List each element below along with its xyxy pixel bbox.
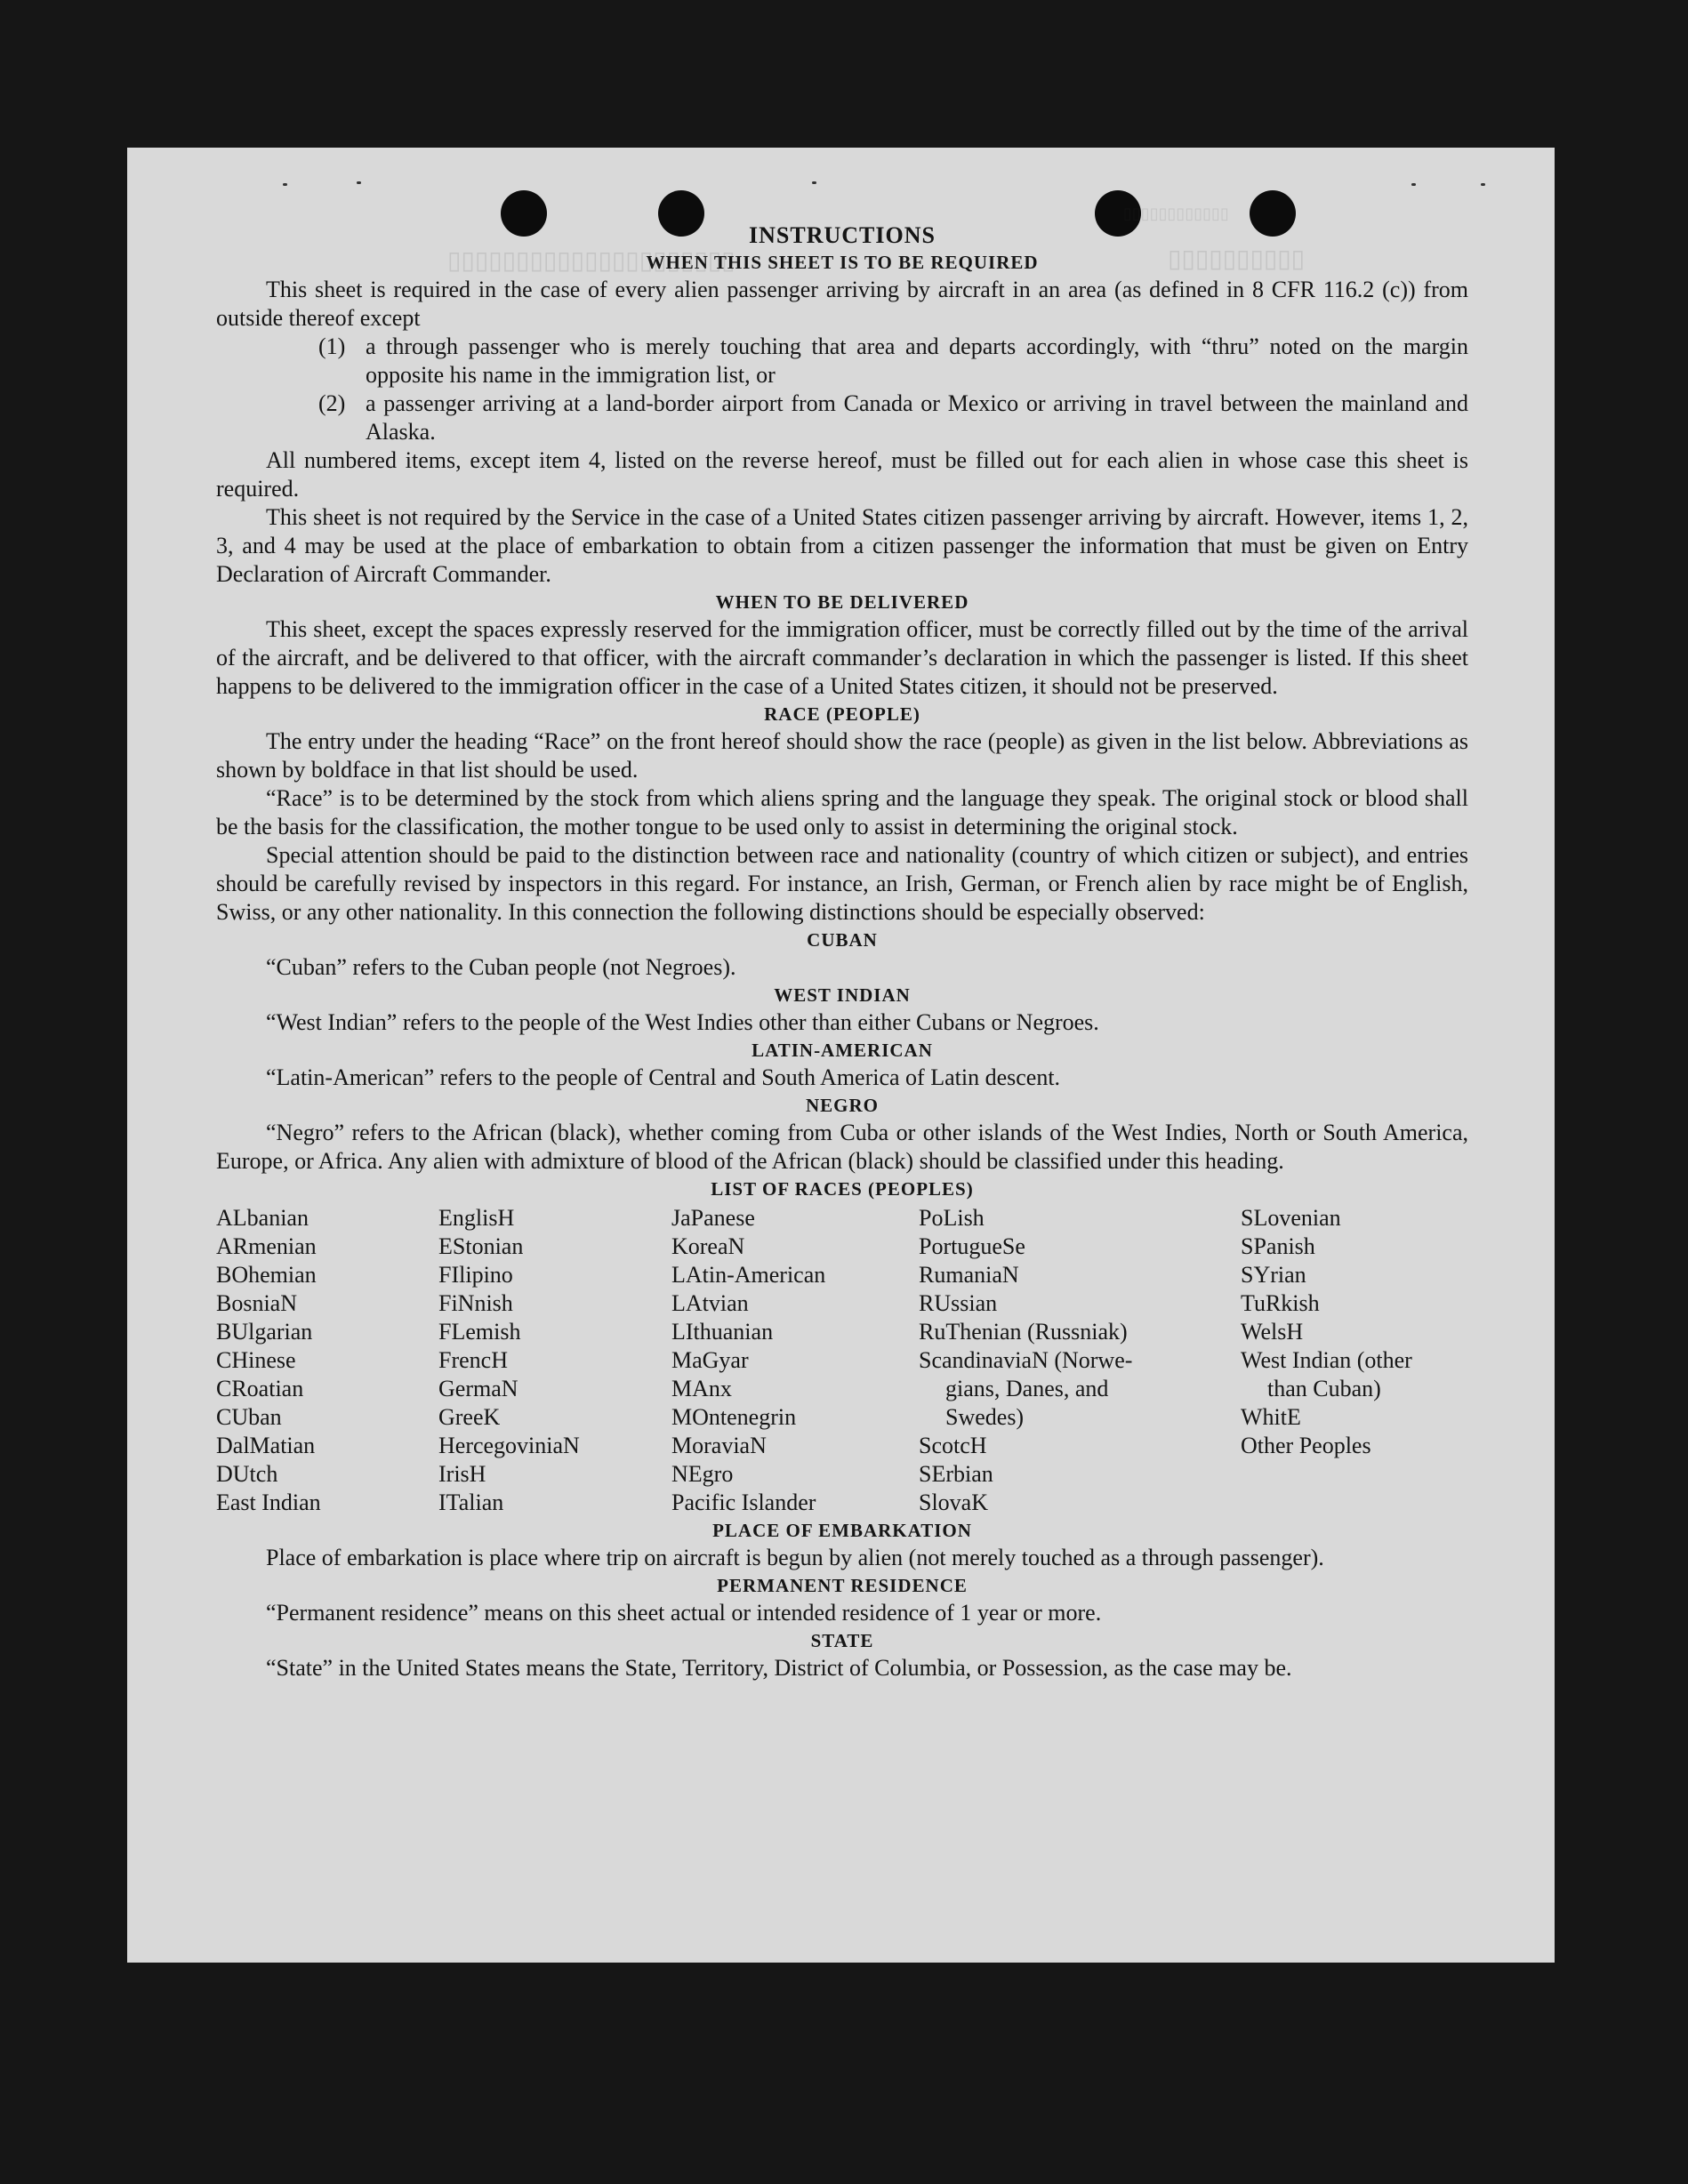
race-entry: EnglisH — [438, 1205, 515, 1231]
race-entry: FLemish — [438, 1319, 521, 1345]
bleed-through-text: ▯▯▯▯▯▯▯▯▯▯▯▯ — [1123, 205, 1229, 223]
race-entry-continuation: Swedes) — [945, 1404, 1025, 1430]
race-entry: FrencH — [438, 1347, 508, 1373]
race-entry: GreeK — [438, 1404, 501, 1430]
race-entry: MOntenegrin — [671, 1404, 797, 1430]
document-sheet — [127, 148, 1555, 1963]
race-entry-continuation: than Cuban) — [1267, 1376, 1381, 1401]
paragraph: Special attention should be paid to the distinction between race and nationality (country of which citizen or subject), and entries should be carefully revised by inspectors in this regard. For instance, an Irish, German, or French alien by race might be of English, Swiss, or any other nationality. In this connection the following distinctions should be especially observed: — [216, 842, 1468, 925]
race-entry: KoreaN — [671, 1233, 745, 1259]
paragraph: Place of embarkation is place where trip on aircraft is begun by alien (not merely touched as a through passenger). — [266, 1545, 1324, 1570]
race-entry: BosniaN — [216, 1290, 297, 1316]
section-heading: WEST INDIAN — [774, 984, 911, 1006]
paragraph: “Cuban” refers to the Cuban people (not Negroes). — [266, 954, 736, 980]
race-entry: SErbian — [919, 1461, 993, 1487]
paragraph: “West Indian” refers to the people of the West Indies other than either Cubans or Negroes. — [266, 1009, 1099, 1035]
race-entry: ITalian — [438, 1489, 504, 1515]
race-entry: East Indian — [216, 1489, 321, 1515]
race-entry: SlovaK — [919, 1489, 988, 1515]
section-heading: WHEN TO BE DELIVERED — [715, 591, 969, 613]
race-entry: CHinese — [216, 1347, 296, 1373]
race-entry: DUtch — [216, 1461, 278, 1487]
paragraph: This sheet, except the spaces expressly reserved for the immigration officer, must be correctly filled out by the time of the arrival of the aircraft, and be delivered to that officer, with the aircraft commander’s declaration in which the passenger is listed. If this sheet happens to be delivered to the immigration officer in the case of a United States citizen, it should not be preserved. — [216, 616, 1468, 699]
race-entry: ScandinaviaN (Norwe- — [919, 1347, 1133, 1373]
race-entry: Other Peoples — [1241, 1433, 1371, 1458]
races-column-4 — [919, 1204, 1241, 1517]
race-entry: RumaniaN — [919, 1262, 1019, 1288]
section-heading: CUBAN — [807, 929, 878, 951]
race-entry: ALbanian — [216, 1205, 309, 1231]
race-entry: ScotcH — [919, 1433, 987, 1458]
paragraph: “Latin-American” refers to the people of Central and South America of Latin descent. — [266, 1064, 1061, 1090]
race-entry: IrisH — [438, 1461, 486, 1487]
race-entry: FIlipino — [438, 1262, 513, 1288]
paragraph: The entry under the heading “Race” on the front hereof should show the race (people) as given in the list below. Abbreviations as shown by boldface in that list should be used. — [216, 728, 1468, 783]
race-entry: HercegoviniaN — [438, 1433, 580, 1458]
race-entry: MAnx — [671, 1376, 732, 1401]
paragraph: This sheet is required in the case of every alien passenger arriving by aircraft in an area (as defined in 8 CFR 116.2 (c)) from outside thereof except — [216, 277, 1468, 331]
race-entry: WhitE — [1241, 1404, 1301, 1430]
item-number: (1) — [318, 333, 346, 359]
section-heading: RACE (PEOPLE) — [764, 703, 920, 725]
races-column-2 — [438, 1204, 671, 1517]
section-heading: PERMANENT RESIDENCE — [717, 1575, 968, 1596]
section-heading: STATE — [810, 1630, 874, 1651]
race-entry: West Indian (other — [1241, 1347, 1412, 1373]
paragraph: “Negro” refers to the African (black), whether coming from Cuba or other islands of the West Indies, North or South America, Europe, or Africa. Any alien with admixture of blood of the African (black) should be classified under this heading. — [216, 1120, 1468, 1174]
race-entry: SYrian — [1241, 1262, 1306, 1288]
race-entry: RUssian — [919, 1290, 998, 1316]
paragraph: “Race” is to be determined by the stock from which aliens spring and the language they speak. The original stock or blood shall be the basis for the classification, the mother tongue to be used only to assist in determining the original stock. — [216, 785, 1468, 839]
race-entry: BOhemian — [216, 1262, 317, 1288]
paragraph: This sheet is not required by the Service in the case of a United States citizen passenger arriving by aircraft. However, items 1, 2, 3, and 4 may be used at the place of embarkation to obtain from a citizen passenger the information that must be given on Entry Declaration of Aircraft Commander. — [216, 504, 1468, 587]
paper-speck — [1411, 183, 1416, 186]
paragraph: All numbered items, except item 4, listed on the reverse hereof, must be filled out for each alien in whose case this sheet is required. — [216, 447, 1468, 502]
race-entry: SPanish — [1241, 1233, 1315, 1259]
race-entry: CRoatian — [216, 1376, 304, 1401]
paragraph: “State” in the United States means the State, Territory, District of Columbia, or Possession, as the case may be. — [266, 1655, 1292, 1681]
race-entry: FiNnish — [438, 1290, 513, 1316]
list-item — [216, 333, 1468, 389]
paper-speck — [1481, 183, 1485, 186]
paper-speck — [357, 181, 361, 184]
race-entry: CUban — [216, 1404, 282, 1430]
section-heading: PLACE OF EMBARKATION — [712, 1520, 972, 1541]
paper-speck — [283, 183, 287, 186]
race-entry: EStonian — [438, 1233, 524, 1259]
race-entry: BUlgarian — [216, 1319, 313, 1345]
section-heading: LATIN-AMERICAN — [752, 1040, 933, 1061]
race-entry: PortugueSe — [919, 1233, 1025, 1259]
race-entry: RuThenian (Russniak) — [919, 1319, 1128, 1345]
page-title: INSTRUCTIONS — [749, 222, 936, 248]
races-list — [216, 1204, 1468, 1517]
race-entry: LAtvian — [671, 1290, 749, 1316]
race-entry: DalMatian — [216, 1433, 316, 1458]
item-number: (2) — [318, 390, 346, 416]
race-entry: SLovenian — [1241, 1205, 1341, 1231]
race-entry-continuation: gians, Danes, and — [945, 1376, 1109, 1401]
race-entry: MaGyar — [671, 1347, 749, 1373]
race-entry: MoraviaN — [671, 1433, 767, 1458]
races-column-3 — [671, 1204, 919, 1517]
race-entry: GermaN — [438, 1376, 518, 1401]
race-entry: PoLish — [919, 1205, 985, 1231]
race-entry: Pacific Islander — [671, 1489, 816, 1515]
section-heading: LIST OF RACES (PEOPLES) — [711, 1178, 974, 1200]
item-text: a through passenger who is merely touching that area and departs accordingly, with “thru” noted on the margin opposite his name in the immigration list, or — [366, 333, 1468, 388]
race-entry: NEgro — [671, 1461, 734, 1487]
bleed-through-text: ▯▯▯▯▯▯▯▯▯▯▯▯▯▯▯▯▯▯▯▯▯ — [447, 245, 735, 275]
race-entry: LIthuanian — [671, 1319, 774, 1345]
race-entry: WelsH — [1241, 1319, 1304, 1345]
section-heading: WHEN THIS SHEET IS TO BE REQUIRED — [646, 252, 1039, 273]
races-column-5 — [1241, 1204, 1463, 1517]
section-heading: NEGRO — [805, 1095, 879, 1116]
races-column-1 — [216, 1204, 438, 1517]
race-entry: ARmenian — [216, 1233, 317, 1259]
paragraph: “Permanent residence” means on this sheet actual or intended residence of 1 year or more. — [266, 1600, 1102, 1626]
instructions-content — [216, 219, 1468, 1682]
list-item — [216, 389, 1468, 446]
race-entry: JaPanese — [671, 1205, 755, 1231]
race-entry: TuRkish — [1241, 1290, 1320, 1316]
item-text: a passenger arriving at a land-border airport from Canada or Mexico or arriving in travel between the mainland and Alaska. — [366, 390, 1468, 445]
bleed-through-text: ▯▯▯▯▯▯▯▯▯▯ — [1168, 244, 1306, 273]
paper-speck — [812, 181, 816, 184]
race-entry: LAtin-American — [671, 1262, 826, 1288]
